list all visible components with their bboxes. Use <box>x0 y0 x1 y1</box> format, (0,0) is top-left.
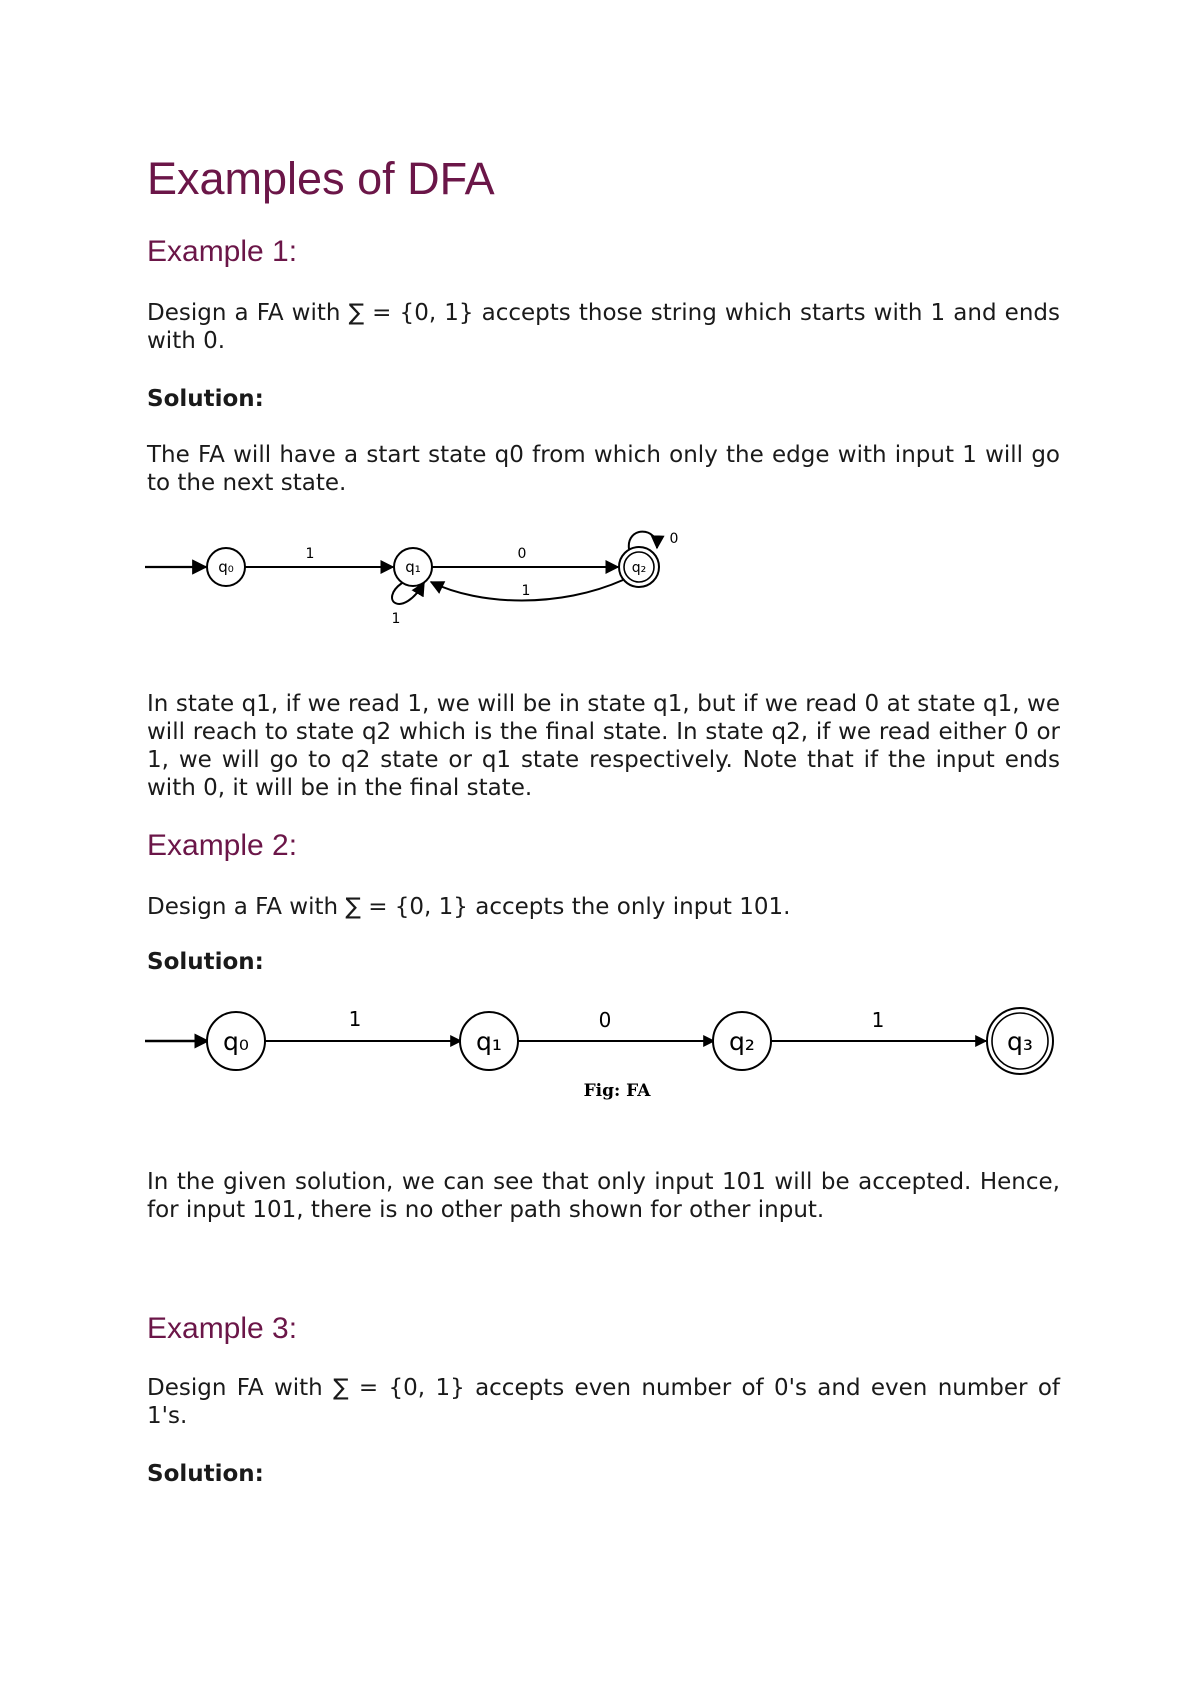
example-1-explanation: In state q1, if we read 1, we will be in state q1, but if we read 0 at state q1, we will reach to state q2 which is the final state. In state q2, if we read either 0 or 1, we will go to q2 state or q1 state respectively. Note that if the input ends with 0, it will be in the final state. <box>147 691 1060 801</box>
example-1-problem: Design a FA with ∑ = {0, 1} accepts those string which starts with 1 and ends with 0. <box>147 300 1060 354</box>
figure-caption: Fig: FA <box>583 1081 651 1101</box>
edge-q1-q2-label: 0 <box>517 546 527 562</box>
edge-q0-q1-label: 1 <box>305 546 315 562</box>
example-1-intro: The FA will have a start state q0 from which only the edge with input 1 will go to the next state. <box>147 442 1060 496</box>
edge-q0-q1-label: 1 <box>348 1007 362 1031</box>
page-title: Examples of DFA <box>147 153 495 204</box>
edge-q2-q1-label: 1 <box>521 583 531 599</box>
state-q0-label: q₀ <box>218 558 234 576</box>
state-q2-label: q₂ <box>631 560 647 576</box>
example-1-heading: Example 1: <box>147 235 298 268</box>
example-3-problem: Design FA with ∑ = {0, 1} accepts even number of 0's and even number of 1's. <box>147 1375 1060 1429</box>
state-q0-label: q₀ <box>223 1027 249 1056</box>
state-q2-label: q₂ <box>729 1027 755 1056</box>
edge-q1-q2-label: 0 <box>598 1008 612 1032</box>
example-1-dfa-diagram <box>140 520 700 636</box>
state-q1-label: q₁ <box>476 1027 502 1056</box>
state-q3-label: q₃ <box>1007 1027 1033 1056</box>
example-1-solution-label: Solution: <box>147 386 264 412</box>
self-loop-q2-label: 0 <box>669 531 679 547</box>
example-2-heading: Example 2: <box>147 829 298 862</box>
example-3-solution-label: Solution: <box>147 1461 264 1487</box>
example-2-explanation: In the given solution, we can see that only input 101 will be accepted. Hence, for input 101, there is no other path shown for other input. <box>147 1169 1060 1223</box>
example-2-solution-label: Solution: <box>147 949 264 975</box>
example-2-dfa-diagram <box>145 1000 1065 1110</box>
example-2-problem: Design a FA with ∑ = {0, 1} accepts the only input 101. <box>147 894 791 920</box>
edge-q2-q3-label: 1 <box>871 1008 885 1032</box>
self-loop-q1-label: 1 <box>391 611 401 627</box>
example-3-heading: Example 3: <box>147 1312 298 1345</box>
state-q1-label: q₁ <box>405 558 421 576</box>
